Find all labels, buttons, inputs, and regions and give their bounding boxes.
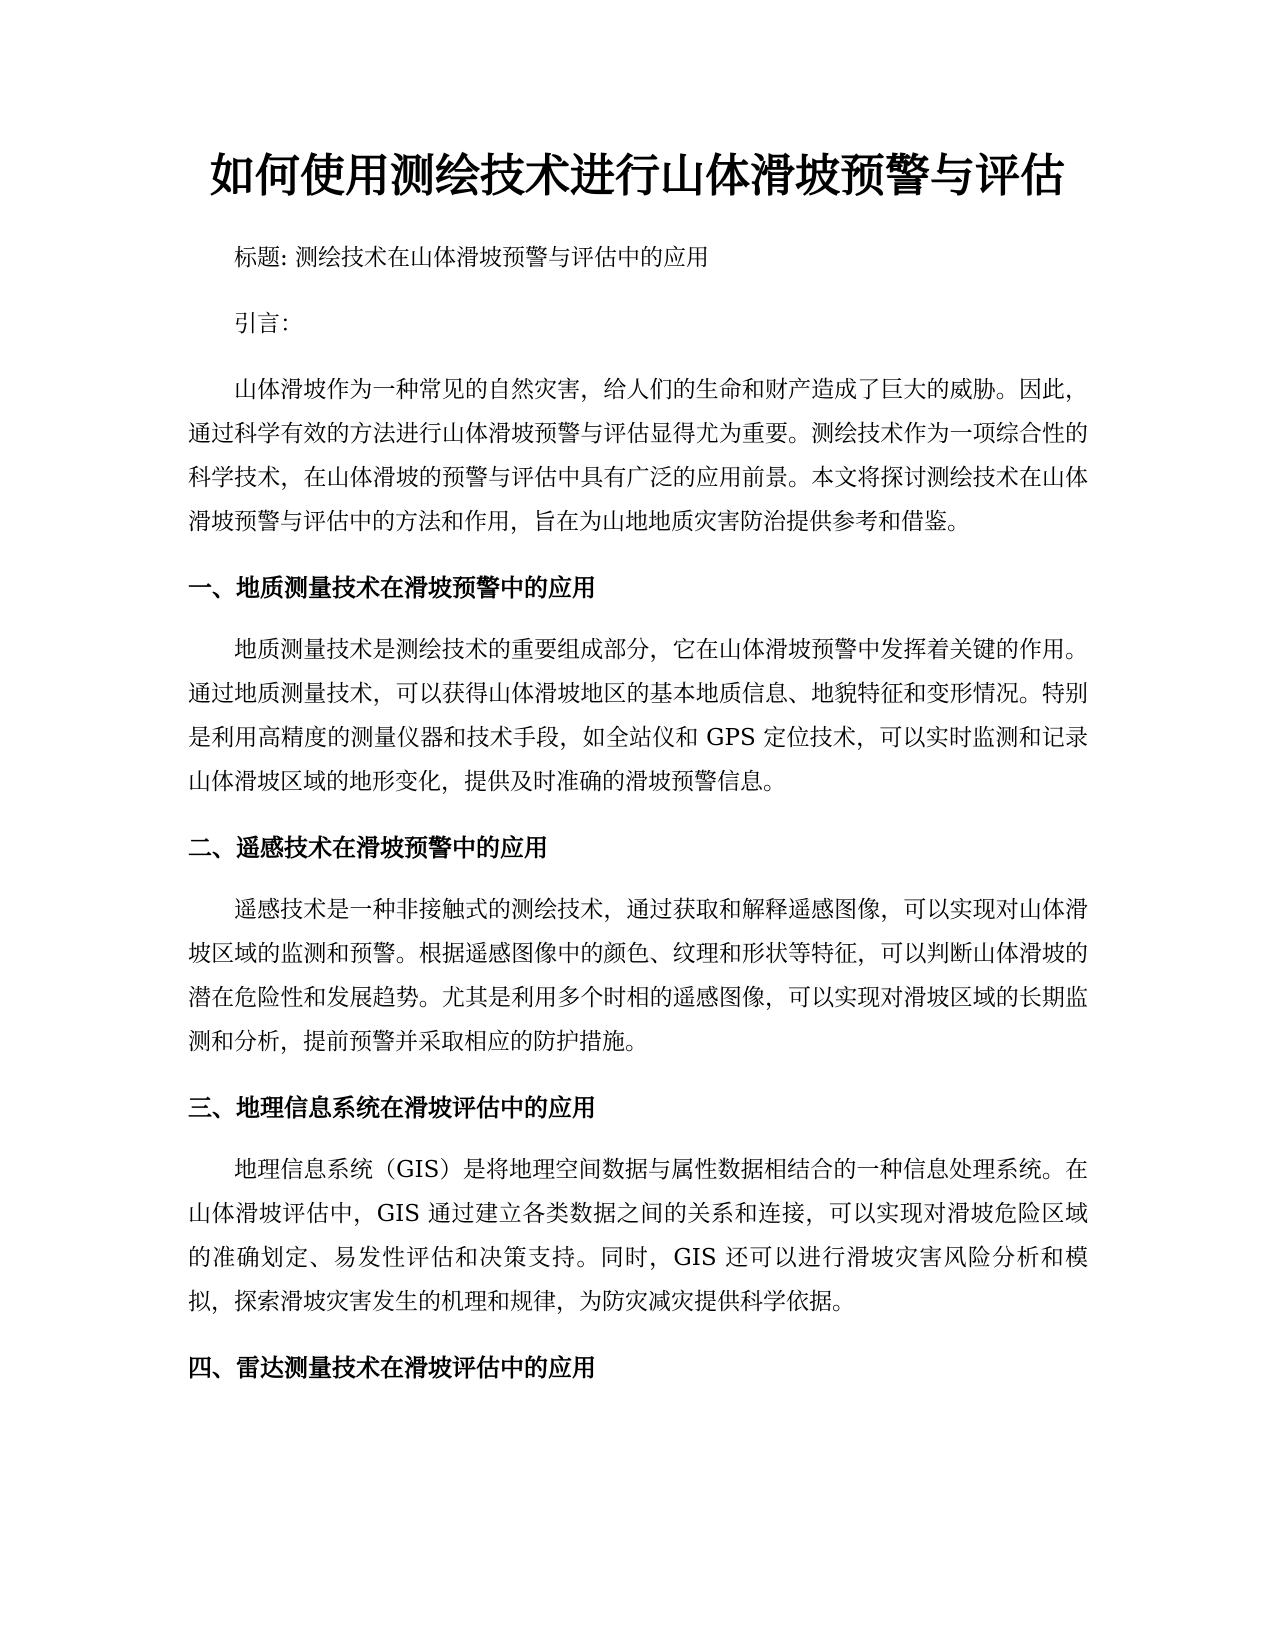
section-paragraph-1: 地质测量技术是测绘技术的重要组成部分，它在山体滑坡预警中发挥着关键的作用。通过地质测量技术，可以获得山体滑坡地区的基本地质信息、地貌特征和变形情况。特别是利用高精度的测量仪器和技术手段，如全站仪和 GPS 定位技术，可以实时监测和记录山体滑坡区域的地形变化，提供及时准确的滑坡预警信息。 — [188, 637, 1088, 795]
section-paragraph-2: 遥感技术是一种非接触式的测绘技术，通过获取和解释遥感图像，可以实现对山体滑坡区域的监测和预警。根据遥感图像中的颜色、纹理和形状等特征，可以判断山体滑坡的潜在危险性和发展趋势。尤其是利用多个时相的遥感图像，可以实现对滑坡区域的长期监测和分析，提前预警并采取相应的防护措施。 — [188, 897, 1088, 1055]
section-heading-2: 二、遥感技术在滑坡预警中的应用 — [188, 834, 548, 862]
document-body — [188, 236, 1088, 1408]
section-heading-4: 四、雷达测量技术在滑坡评估中的应用 — [188, 1354, 596, 1382]
section-heading-3: 三、地理信息系统在滑坡评估中的应用 — [188, 1094, 596, 1122]
intro-paragraph: 山体滑坡作为一种常见的自然灾害，给人们的生命和财产造成了巨大的威胁。因此，通过科学有效的方法进行山体滑坡预警与评估显得尤为重要。测绘技术作为一项综合性的科学技术，在山体滑坡的预警与评估中具有广泛的应用前景。本文将探讨测绘技术在山体滑坡预警与评估中的方法和作用，旨在为山地地质灾害防治提供参考和借鉴。 — [188, 377, 1088, 535]
intro-label: 引言： — [234, 311, 303, 337]
section-paragraph-3: 地理信息系统（GIS）是将地理空间数据与属性数据相结合的一种信息处理系统。在山体滑坡评估中，GIS 通过建立各类数据之间的关系和连接，可以实现对滑坡危险区域的准确划定、易发性评估和决策支持。同时，GIS 还可以进行滑坡灾害风险分析和模拟，探索滑坡灾害发生的机理和规律，为防灾减灾提供科学依据。 — [188, 1157, 1088, 1315]
document-title: 如何使用测绘技术进行山体滑坡预警与评估 — [209, 149, 1065, 202]
section-heading-1: 一、地质测量技术在滑坡预警中的应用 — [188, 574, 596, 602]
subtitle-line: 标题: 测绘技术在山体滑坡预警与评估中的应用 — [234, 245, 710, 271]
